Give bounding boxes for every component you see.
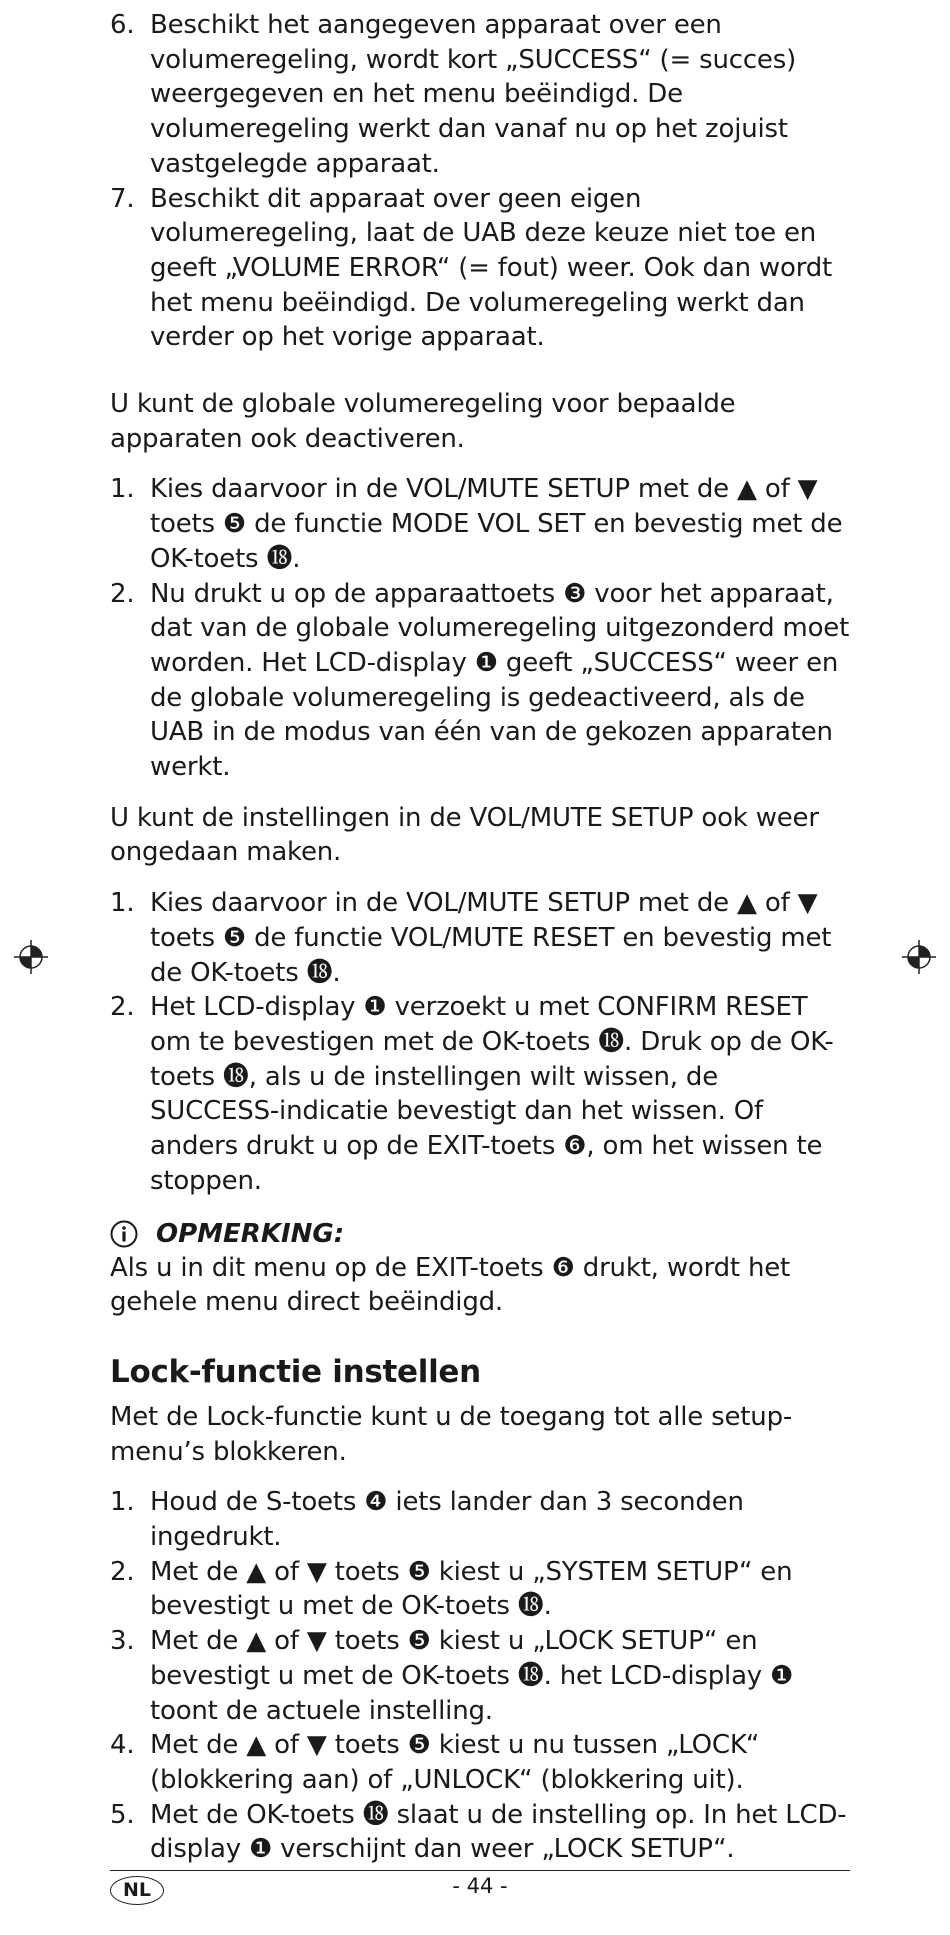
- step-text: Kies daarvoor in de VOL/MUTE SETUP met de ▲ of ▼ toets ❺ de functie VOL/MUTE RESET en bevestig met de OK-toets ⓲.: [150, 888, 832, 988]
- deactivate-steps-list: [110, 472, 850, 784]
- intro-steps-list: [110, 8, 850, 355]
- step-number: 7.: [110, 183, 135, 214]
- paragraph-deactivate: U kunt de globale volumeregeling voor bepaalde apparaten ook deactiveren.: [110, 389, 736, 454]
- list-item: [110, 472, 850, 576]
- note-heading-row: [110, 1217, 850, 1251]
- step-text: Met de ▲ of ▼ toets ❺ kiest u „SYSTEM SETUP“ en bevestigt u met de OK-toets ⓲.: [150, 1556, 793, 1622]
- step-number: 2.: [110, 1556, 135, 1587]
- step-number: 6.: [110, 10, 135, 40]
- footer-rule: [110, 1870, 850, 1871]
- step-text: Kies daarvoor in de VOL/MUTE SETUP met de ▲ of ▼ toets ❺ de functie MODE VOL SET en bevestig met de OK-toets ⓲.: [150, 474, 843, 574]
- paragraph-reset: U kunt de instellingen in de VOL/MUTE SETUP ook weer ongedaan maken.: [110, 802, 819, 868]
- step-text: Houd de S-toets ❹ iets lander dan 3 seconden ingedrukt.: [150, 1487, 744, 1553]
- step-text: Het LCD-display ❶ verzoekt u met CONFIRM RESET om te bevestigen met de OK-toets ⓲. Druk op de OK-toets ⓲, als u de instellingen wilt wissen, de SUCCESS-indicatie bevestigt dan het wissen. Of anders drukt u op de EXIT-toets ❻, om het wissen te stoppen.: [150, 992, 834, 1196]
- registration-mark-right: [902, 940, 936, 974]
- list-item: [110, 577, 850, 785]
- step-number: 4.: [110, 1730, 135, 1761]
- step-text: Beschikt het aangegeven apparaat over een volumeregeling, wordt kort „SUCCESS“ (= succes) weergegeven en het menu beëindigd. De volumeregeling werkt dan vanaf nu op het zojuist vastgelegde apparaat.: [150, 10, 797, 179]
- list-item: [110, 1798, 850, 1867]
- step-number: 5.: [110, 1799, 135, 1830]
- step-text: Met de ▲ of ▼ toets ❺ kiest u „LOCK SETUP“ en bevestigt u met de OK-toets ⓲. het LCD-display ❶ toont de actuele instelling.: [150, 1626, 794, 1726]
- note-heading: OPMERKING:: [156, 1218, 345, 1249]
- registration-mark-left: [14, 940, 48, 974]
- step-text: Beschikt dit apparaat over geen eigen volumeregeling, laat de UAB deze keuze niet toe en geeft „VOLUME ERROR“ (= fout) weer. Ook dan wordt het menu beëindigd. De volumeregeling werkt dan verder op het vorige apparaat.: [150, 183, 833, 353]
- lock-steps-list: [110, 1485, 850, 1867]
- list-item: [110, 886, 850, 990]
- step-number: 3.: [110, 1626, 135, 1657]
- step-text: Met de OK-toets ⓲ slaat u de instelling op. In het LCD-display ❶ verschijnt dan weer „LOCK SETUP“.: [150, 1799, 847, 1865]
- list-item: [110, 1485, 850, 1554]
- language-badge: NL: [110, 1876, 164, 1905]
- step-number: 1.: [110, 1487, 135, 1518]
- page-number: - 44 -: [452, 1874, 508, 1898]
- list-item: [110, 182, 850, 356]
- step-number: 1.: [110, 474, 135, 505]
- step-text: Met de ▲ of ▼ toets ❺ kiest u nu tussen „LOCK“ (blokkering aan) of „UNLOCK“ (blokkering uit).: [150, 1730, 760, 1795]
- list-item: [110, 990, 850, 1198]
- list-item: [110, 8, 850, 182]
- step-number: 1.: [110, 888, 135, 919]
- page-content: [110, 8, 850, 1867]
- list-item: [110, 1728, 850, 1797]
- step-text: Nu drukt u op de apparaattoets ❸ voor het apparaat, dat van de globale volumeregeling uitgezonderd moet worden. Het LCD-display ❶ geeft „SUCCESS“ weer en de globale volumeregeling is gedeactiveerd, als de UAB in de modus van één van de gekozen apparaten werkt.: [150, 578, 850, 783]
- list-item: [110, 1624, 850, 1728]
- step-number: 2.: [110, 578, 135, 609]
- note-text: Als u in dit menu op de EXIT-toets ❻ drukt, wordt het gehele menu direct beëindigd.: [110, 1252, 791, 1318]
- step-number: 2.: [110, 992, 135, 1023]
- section-heading: Lock-functie instellen: [110, 1353, 481, 1390]
- section-intro: Met de Lock-functie kunt u de toegang tot alle setup-menu’s blokkeren.: [110, 1401, 793, 1467]
- reset-steps-list: [110, 886, 850, 1198]
- list-item: [110, 1555, 850, 1624]
- info-icon: [110, 1220, 138, 1248]
